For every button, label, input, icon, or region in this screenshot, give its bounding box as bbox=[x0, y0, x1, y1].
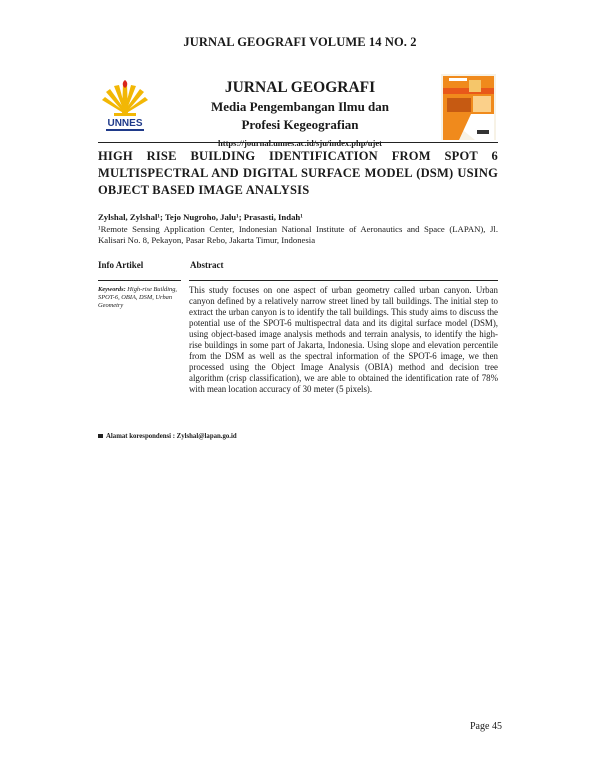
paper-title-line2: MULTISPECTRAL AND DIGITAL SURFACE MODEL (DSM) USING bbox=[98, 166, 498, 180]
correspondence-text: Alamat korespondensi : Zylshal@lapan.go.id bbox=[106, 433, 237, 440]
keywords-text: High-rise Building, SPOT-6, OBIA, DSM, Urban Geometry bbox=[98, 286, 178, 309]
info-article-heading: Info Artikel bbox=[98, 260, 144, 270]
unnes-logo bbox=[100, 78, 150, 136]
journal-cover-image bbox=[441, 74, 496, 140]
journal-subtitle-line2: Profesi Kegeografian bbox=[241, 117, 359, 132]
info-divider bbox=[98, 280, 181, 281]
paper-title-line1: HIGH RISE BUILDING IDENTIFICATION FROM SPOT 6 bbox=[98, 149, 498, 163]
paper-authors: Zylshal, Zylshal¹; Tejo Nugroho, Jalu¹; Prasasti, Indah¹ bbox=[98, 212, 303, 222]
paper-affiliation: ¹Remote Sensing Application Center, Indonesian National Institute of Aeronautics and Space (LAPAN), Jl. Kalisari No. 8, Pekayon, Pasar Rebo, Jakarta Timur, Indonesia bbox=[98, 224, 498, 245]
keywords bbox=[98, 286, 182, 310]
journal-title: JURNAL GEOGRAFI bbox=[224, 79, 376, 96]
envelope-icon bbox=[98, 434, 103, 438]
journal-subtitle-line1: Media Pengembangan Ilmu dan bbox=[210, 99, 390, 114]
abstract-heading: Abstract bbox=[190, 260, 224, 270]
correspondence bbox=[98, 433, 237, 440]
abstract-divider bbox=[189, 280, 498, 281]
page-number: Page 45 bbox=[470, 721, 502, 732]
paper-title bbox=[98, 148, 498, 199]
header-divider bbox=[98, 142, 498, 143]
paper-title-line3: OBJECT BASED IMAGE ANALYSIS bbox=[98, 183, 310, 197]
logo-text: UNNES bbox=[107, 118, 143, 129]
journal-masthead bbox=[150, 78, 450, 148]
keywords-label: Keywords: bbox=[98, 286, 126, 293]
abstract-body: This study focuses on one aspect of urban geometry called urban canyon. Urban canyon defined by a relatively narrow street lined by tall buildings. The initial step to extract the urban canyon is to identify the tall buildings. This study aims to discuss the potential use of the SPOT-6 multispectral data and its digital surface model (DSM), using object-based image analysis methods and terrain analysis, to identify the high-rise buildings in some part of Jakarta, Indonesia. Using slope and elevation percentile from the DSM as well as the spectral information of the SPOT-6 image, we then processed using the Object Image Analysis (OBIA) method and decision tree algorithm (crisp classification), we are able to obtained the identification rate of 78% with mean location accuracy of 30 meter (5 pixels). bbox=[189, 285, 498, 394]
running-head: JURNAL GEOGRAFI VOLUME 14 NO. 2 bbox=[183, 35, 417, 49]
journal-url[interactable]: https://journal.unnes.ac.id/sju/index.php/ujet bbox=[218, 138, 382, 148]
